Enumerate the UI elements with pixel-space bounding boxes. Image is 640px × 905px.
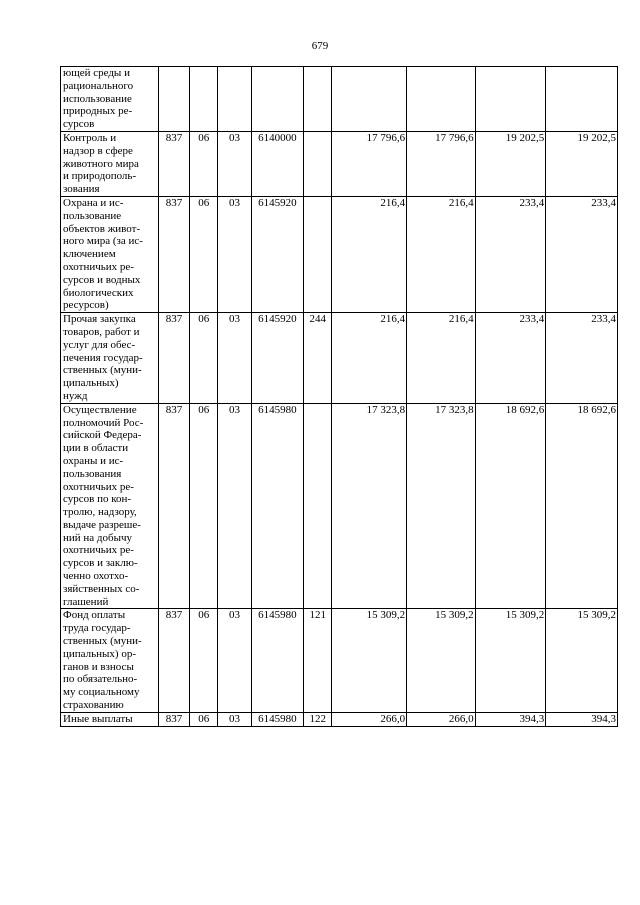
expense-type-cell: 122: [304, 712, 332, 726]
item-name-line: Осуществление: [63, 403, 137, 416]
item-name-line: ципальных) ор-: [63, 647, 136, 660]
item-name-line: пользования: [63, 467, 122, 480]
amount-2-cell: 15 309,2: [407, 609, 476, 712]
item-name-line: охотничьих ре-: [63, 260, 134, 273]
expense-type-cell: [304, 196, 332, 312]
item-name-line: страхованию: [63, 699, 124, 712]
item-name-cell: [61, 609, 159, 712]
item-name-line: ний на добычу: [63, 531, 133, 544]
expense-type-cell: 121: [304, 609, 332, 712]
ministry-code-cell: 837: [158, 313, 189, 404]
item-name-line: ганов и взносы: [63, 660, 134, 673]
item-name-cell: [61, 403, 159, 609]
item-name-line: охраны и ис-: [63, 454, 124, 467]
item-name-line: и природополь-: [63, 170, 137, 183]
table-row: [61, 313, 618, 404]
amount-3-cell: 233,4: [475, 196, 546, 312]
amount-3-cell: 19 202,5: [475, 131, 546, 196]
ministry-code-cell: 837: [158, 196, 189, 312]
table-body: [61, 67, 618, 727]
item-name-cell: [61, 313, 159, 404]
table-row: [61, 67, 618, 132]
target-article-cell: 6145920: [251, 196, 303, 312]
item-name-line: ресурсов): [63, 299, 109, 312]
ministry-code-cell: 837: [158, 131, 189, 196]
table-row: [61, 196, 618, 312]
amount-1-cell: 216,4: [332, 313, 407, 404]
expense-type-cell: [304, 131, 332, 196]
target-article-cell: 6145980: [251, 712, 303, 726]
item-name-line: ющей среды и: [63, 67, 130, 79]
item-name-line: ственных (муни-: [63, 635, 142, 648]
amount-4-cell: 15 309,2: [546, 609, 618, 712]
amount-2-cell: 17 796,6: [407, 131, 476, 196]
item-name-line: нужд: [63, 389, 88, 402]
item-name-line: выдаче разреше-: [63, 518, 141, 531]
item-name-line: Охрана и ис-: [63, 196, 124, 209]
amount-4-cell: 233,4: [546, 313, 618, 404]
item-name-line: по обязательно-: [63, 673, 138, 686]
ministry-code-cell: 837: [158, 712, 189, 726]
item-name-line: использование: [63, 92, 132, 105]
subsection-code-cell: [218, 67, 251, 132]
item-name-line: полномочий Рос-: [63, 416, 144, 429]
item-name-line: Прочая закупка: [63, 313, 136, 326]
ministry-code-cell: 837: [158, 609, 189, 712]
subsection-code-cell: 03: [218, 403, 251, 609]
amount-4-cell: 18 692,6: [546, 403, 618, 609]
item-name-line: сурсов: [63, 118, 95, 131]
table-row: [61, 131, 618, 196]
amount-1-cell: [332, 67, 407, 132]
ministry-code-cell: [158, 67, 189, 132]
amount-1-cell: 15 309,2: [332, 609, 407, 712]
item-name-line: биологических: [63, 286, 134, 299]
amount-4-cell: 233,4: [546, 196, 618, 312]
amount-3-cell: 18 692,6: [475, 403, 546, 609]
amount-2-cell: 216,4: [407, 196, 476, 312]
page-number: 679: [311, 40, 329, 52]
item-name-line: надзор в сфере: [63, 144, 133, 157]
subsection-code-cell: 03: [218, 712, 251, 726]
item-name-line: животного мира: [63, 157, 139, 170]
target-article-cell: [251, 67, 303, 132]
ministry-code-cell: 837: [158, 403, 189, 609]
item-name-cell: [61, 131, 159, 196]
amount-3-cell: [475, 67, 546, 132]
amount-1-cell: 216,4: [332, 196, 407, 312]
amount-1-cell: 17 796,6: [332, 131, 407, 196]
item-name-line: ключением: [63, 248, 116, 261]
amount-4-cell: [546, 67, 618, 132]
item-name-cell: [61, 67, 159, 132]
target-article-cell: 6145980: [251, 403, 303, 609]
item-name-line: ченно охотхо-: [63, 570, 129, 583]
target-article-cell: 6145980: [251, 609, 303, 712]
section-code-cell: 06: [190, 131, 218, 196]
table-row: [61, 403, 618, 609]
section-code-cell: [190, 67, 218, 132]
table-row: [61, 609, 618, 712]
item-name-line: зяйственных со-: [63, 582, 140, 595]
item-name-line: ципальных): [63, 377, 119, 390]
section-code-cell: 06: [190, 196, 218, 312]
amount-4-cell: 394,3: [546, 712, 618, 726]
subsection-code-cell: 03: [218, 313, 251, 404]
item-name-line: услуг для обес-: [63, 338, 136, 351]
expense-type-cell: 244: [304, 313, 332, 404]
item-name-line: ции в области: [63, 442, 129, 455]
item-name-line: Контроль и: [63, 131, 117, 144]
item-name-line: зования: [63, 183, 100, 196]
item-name-line: сурсов и заклю-: [63, 557, 138, 570]
subsection-code-cell: 03: [218, 609, 251, 712]
item-name-line: природных ре-: [63, 105, 133, 118]
item-name-line: охотничьих ре-: [63, 544, 134, 557]
item-name-line: сурсов по кон-: [63, 493, 132, 506]
amount-2-cell: 216,4: [407, 313, 476, 404]
item-name-cell: [61, 712, 159, 726]
section-code-cell: 06: [190, 403, 218, 609]
item-name-line: ного мира (за ис-: [63, 235, 143, 248]
item-name-line: пользование: [63, 209, 122, 222]
subsection-code-cell: 03: [218, 196, 251, 312]
item-name-line: товаров, работ и: [63, 325, 140, 338]
subsection-code-cell: 03: [218, 131, 251, 196]
amount-2-cell: 17 323,8: [407, 403, 476, 609]
section-code-cell: 06: [190, 313, 218, 404]
item-name-line: рационального: [63, 79, 134, 92]
item-name-line: сурсов и водных: [63, 273, 141, 286]
target-article-cell: 6140000: [251, 131, 303, 196]
section-code-cell: 06: [190, 712, 218, 726]
amount-3-cell: 394,3: [475, 712, 546, 726]
table-row: [61, 712, 618, 726]
item-name-line: Фонд оплаты: [63, 609, 126, 622]
amount-2-cell: 266,0: [407, 712, 476, 726]
amount-3-cell: 233,4: [475, 313, 546, 404]
budget-table: [60, 66, 618, 727]
target-article-cell: 6145920: [251, 313, 303, 404]
item-name-line: труда государ-: [63, 622, 131, 635]
item-name-line: глашений: [63, 595, 109, 608]
item-name-line: ственных (муни-: [63, 364, 142, 377]
item-name-cell: [61, 196, 159, 312]
expense-type-cell: [304, 403, 332, 609]
amount-3-cell: 15 309,2: [475, 609, 546, 712]
item-name-line: сийской Федера-: [63, 429, 142, 442]
item-name-line: Иные выплаты: [63, 712, 133, 725]
item-name-line: печения государ-: [63, 351, 143, 364]
amount-1-cell: 266,0: [332, 712, 407, 726]
expense-type-cell: [304, 67, 332, 132]
amount-2-cell: [407, 67, 476, 132]
item-name-line: тролю, надзору,: [63, 506, 137, 519]
section-code-cell: 06: [190, 609, 218, 712]
item-name-line: охотничьих ре-: [63, 480, 134, 493]
amount-1-cell: 17 323,8: [332, 403, 407, 609]
amount-4-cell: 19 202,5: [546, 131, 618, 196]
item-name-line: му социальному: [63, 686, 140, 699]
item-name-line: объектов живот-: [63, 222, 141, 235]
